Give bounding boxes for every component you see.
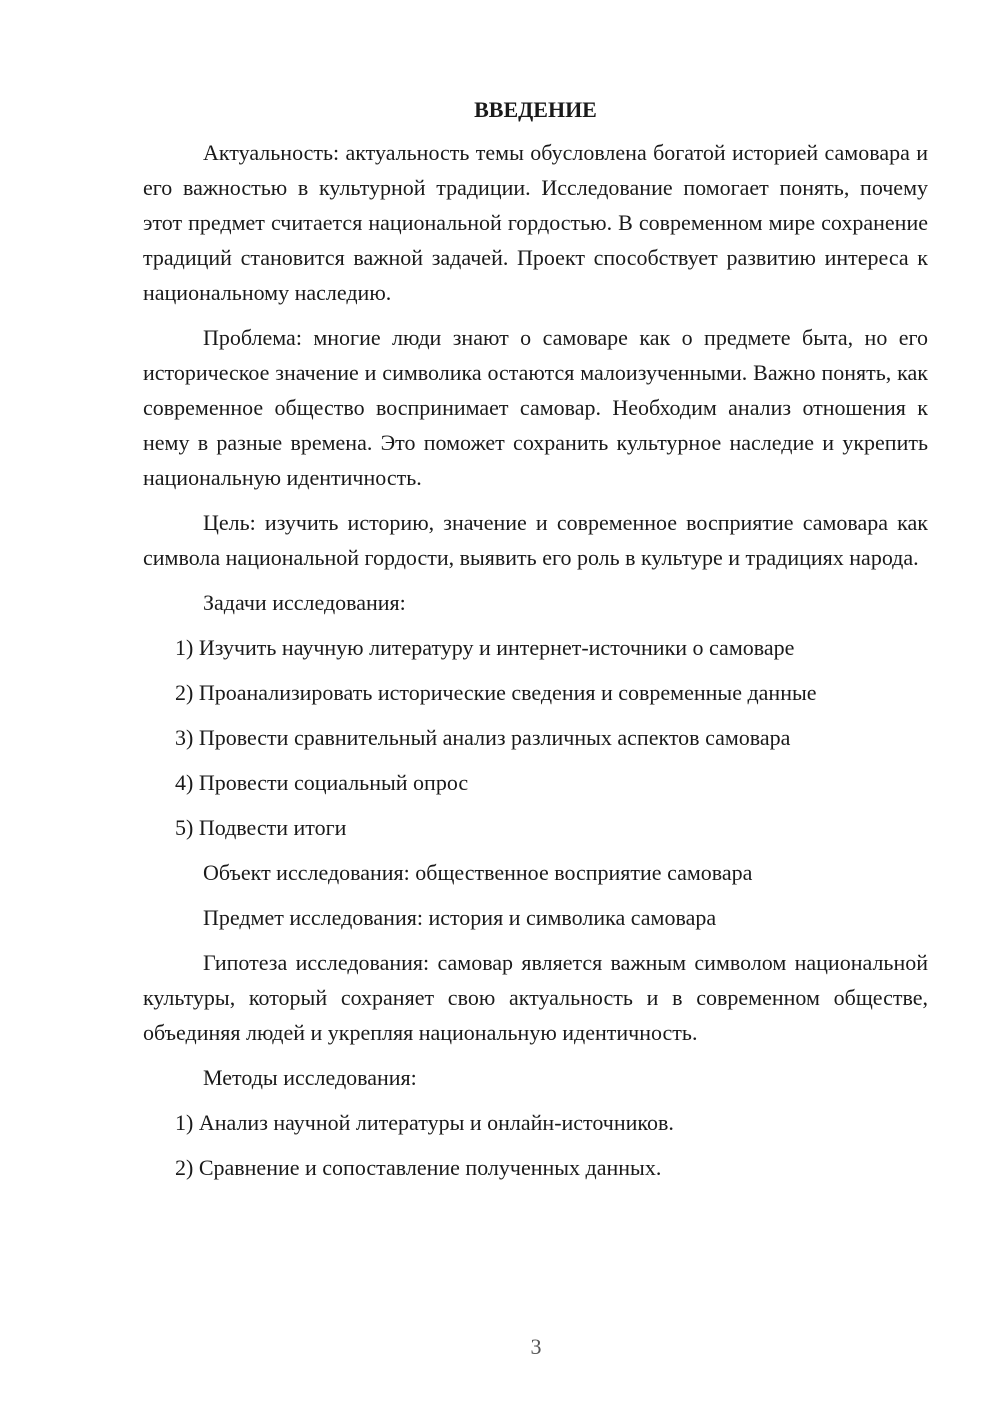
task-item: 2) Проанализировать исторические сведения и современные данные: [175, 680, 817, 705]
task-item: 3) Провести сравнительный анализ различных аспектов самовара: [175, 725, 791, 750]
tasks-heading: Задачи исследования:: [203, 590, 406, 615]
method-item: 2) Сравнение и сопоставление полученных данных.: [175, 1155, 662, 1180]
task-item: 5) Подвести итоги: [175, 815, 347, 840]
relevance-paragraph: Актуальность: актуальность темы обусловлена богатой историей самовара и его важностью в культурной традиции. Исследование помогает понять, почему этот предмет считается национальной гордостью. В современном мире сохранение традиций становится важной задачей. Проект способствует развитию интереса к национальному наследию.: [143, 140, 928, 305]
hypothesis-paragraph: Гипотеза исследования: самовар является важным символом национальной культуры, который сохраняет свою актуальность и в современном обществе, объединяя людей и укрепляя национальную идентичность.: [143, 950, 928, 1045]
methods-heading: Методы исследования:: [203, 1065, 417, 1090]
subject-paragraph: Предмет исследования: история и символика самовара: [203, 905, 717, 930]
object-paragraph: Объект исследования: общественное восприятие самовара: [203, 860, 753, 885]
method-item: 1) Анализ научной литературы и онлайн-источников.: [175, 1110, 674, 1135]
page-content: [143, 95, 928, 1195]
problem-paragraph: Проблема: многие люди знают о самоваре как о предмете быта, но его историческое значение и символика остаются малоизученными. Важно понять, как современное общество воспринимает самовар. Необходим анализ отношения к нему в разные времена. Это поможет сохранить культурное наследие и укрепить национальную идентичность.: [143, 325, 928, 490]
task-item: 1) Изучить научную литературу и интернет-источники о самоваре: [175, 635, 795, 660]
page-title: ВВЕДЕНИЕ: [474, 97, 597, 122]
goal-paragraph: Цель: изучить историю, значение и современное восприятие самовара как символа национальной гордости, выявить его роль в культуре и традициях народа.: [143, 510, 928, 570]
page-number: 3: [530, 1334, 542, 1359]
task-item: 4) Провести социальный опрос: [175, 770, 469, 795]
